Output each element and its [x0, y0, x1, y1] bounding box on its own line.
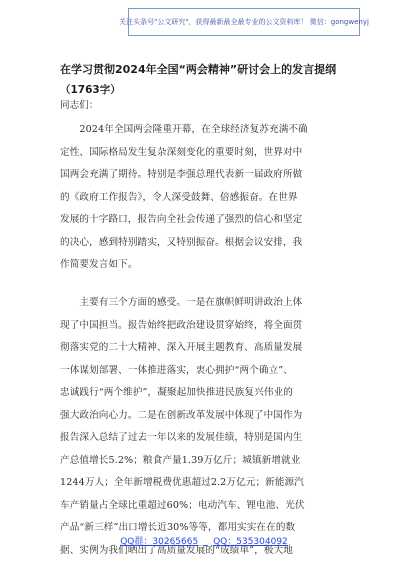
document-title: 在学习贯彻2024年全国“两会精神”研讨会上的发言提纲: [60, 63, 337, 76]
text-line: 发展的十字路口，报告向全社会传递了强烈的信心和坚定: [60, 214, 303, 225]
contact-footer: [0, 534, 408, 547]
paragraph-feelings: [60, 292, 350, 562]
text-line: 作简要发言如下。: [60, 259, 138, 270]
paragraph-intro: [60, 119, 350, 277]
text-line: 彻落实党的二十大精神、深入开展主题教育、高质量发展: [60, 342, 303, 353]
promo-banner-text: 关注头条号"公文研究"，获得最新最全最专业的公文资料库！ 微信：gongwenyj: [119, 17, 369, 26]
salutation: 同志们：: [60, 100, 99, 111]
text-line: 车产销量占全球比重超过60%；电动汽车、锂电池、光伏: [60, 499, 305, 511]
text-line: 1244万人；全年新增税费优惠超过2.2万亿元；新能源汽: [60, 477, 304, 488]
text-line: 国两会充满了期待。特别是李强总理代表新一届政府所做: [60, 169, 303, 180]
text-line: 一体谋划部署、一体推进落实，衷心拥护“两个确立”、: [60, 364, 293, 376]
text-line: 报告深入总结了过去一年以来的发展佳绩，特别是国内生: [60, 432, 303, 443]
text-line: 的决心，感到特别踏实，又特别振奋。根据会议安排，我: [60, 236, 303, 248]
promo-banner: [119, 8, 369, 36]
text-line: 主要有三个方面的感受。一是在旗帜鲜明讲政治上体: [60, 297, 303, 308]
qq-group-link[interactable]: QQ群：30265665: [120, 537, 199, 547]
text-line: 定性、国际格局发生复杂深刻变化的重要时刻，世界对中: [60, 146, 303, 158]
text-line: 产品“新三样”出口增长近30%等等，都用实实在在的数: [60, 522, 296, 533]
text-line: 忠诚践行“两个维护”，凝聚起加快推进民族复兴伟业的: [60, 387, 293, 398]
text-line: 的《政府工作报告》，令人深受鼓舞、倍感振奋。在世界: [60, 191, 298, 203]
text-line: 产总值增长5.2%；粮食产量1.39万亿斤；城镇新增就业: [60, 454, 301, 466]
text-line: 现了中国担当。报告始终把政治建设贯穿始终，将全面贯: [60, 319, 303, 331]
qq-link[interactable]: QQ：535304092: [213, 537, 288, 547]
text-line: 2024年全国两会隆重开幕，在全球经济复苏充满不确: [60, 124, 308, 135]
text-line: 据、实例为我们晒出了高质量发展的“成绩单”，极大地: [60, 544, 293, 556]
word-count: （1763字）: [60, 84, 121, 96]
text-line: 强大政治向心力。二是在创新改革发展中体现了中国作为: [60, 409, 303, 421]
